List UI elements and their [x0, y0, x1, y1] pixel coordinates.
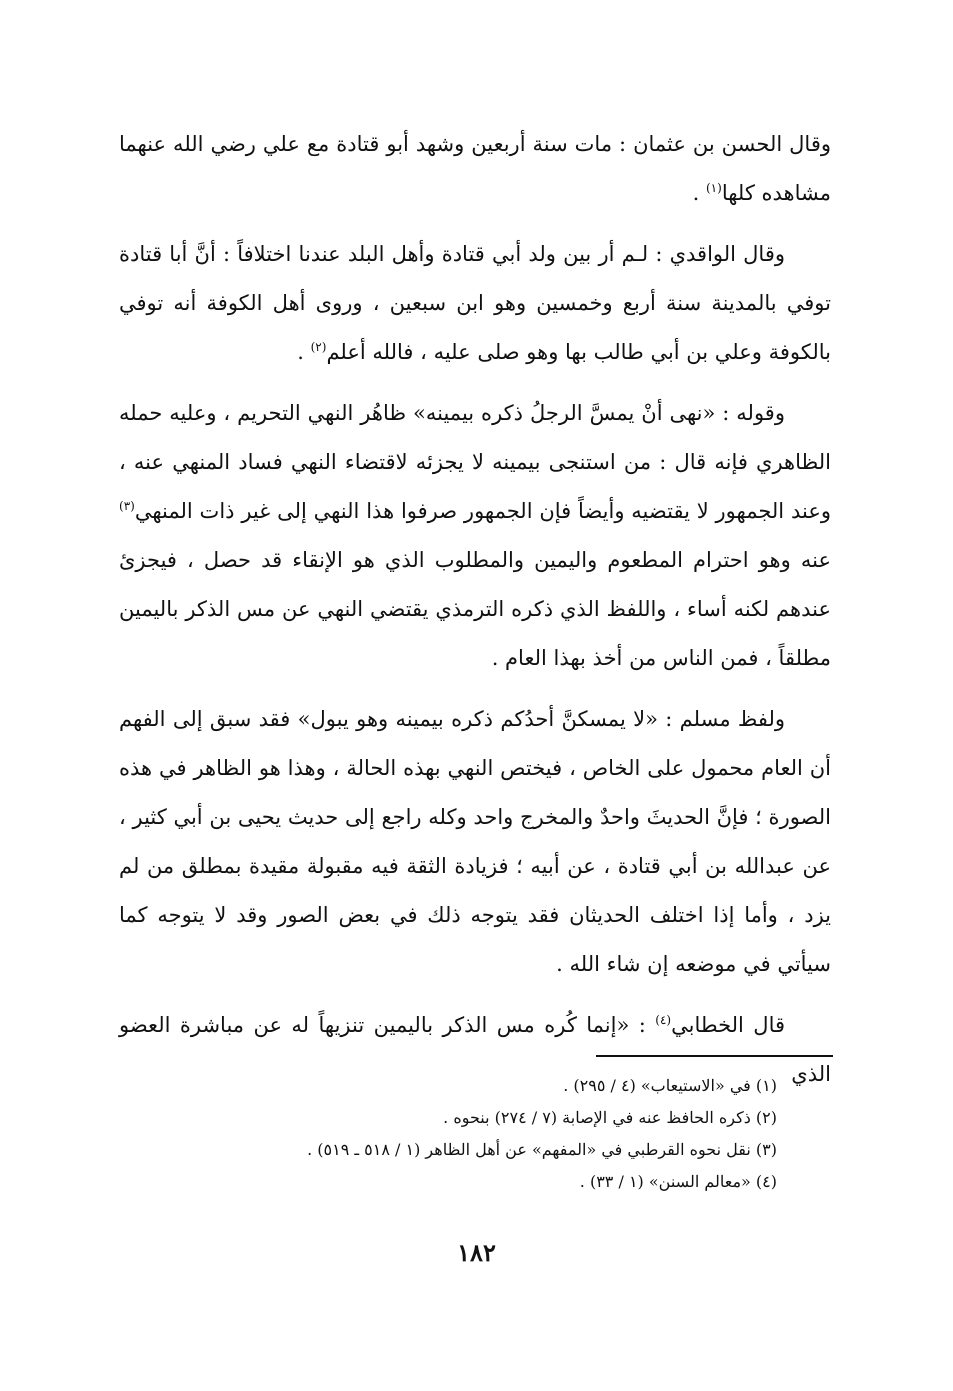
footnote-3: (٣) نقل نحوه القرطبي في «المفهم» عن أهل الظاهر (١ / ٥١٨ ـ ٥١٩) .: [307, 1140, 777, 1159]
page-number: ١٨٢: [457, 1238, 496, 1267]
footnotes: [117, 1070, 777, 1198]
paragraph-4: ولفظ مسلم : «لا يمسكنَّ أحدُكم ذكره بيمينه وهو يبول» فقد سبق إلى الفهم أن العام محمول على الخاص ، فيختص النهي بهذه الحالة ، وهذا هو الظاهر في هذه الصورة ؛ فإنَّ الحديثَ واحدٌ والمخرج واحد وكله راجع إلى حديث يحيى بن أبي كثير ، عن عبدالله بن أبي قتادة ، عن أبيه ؛ فزيادة الثقة فيه مقبولة مقيدة بمطلق من لم يزد ، وأما إذا اختلف الحديثان فقد يتوجه ذلك في بعض الصور وقد لا يتوجه كما سيأتي في موضعه إن شاء الله .: [119, 707, 831, 976]
paragraph-2: وقال الواقدي : لـم أر بين ولد أبي قتادة وأهل البلد عندنا اختلافاً : أنَّ أبا قتادة توفي بالمدينة سنة أربع وخمسين وهو ابن سبعين ، وروى أهل الكوفة أنه توفي بالكوفة وعلي بن أبي طالب بها وهو صلى عليه ، فالله أعلم$^{(٢)}$ .: [119, 242, 831, 364]
footnote-1: (١) في «الاستيعاب» (٤ / ٢٩٥) .: [563, 1076, 777, 1095]
footnote-separator: [596, 1055, 833, 1057]
paragraph-5: قال الخطابي$^{(٤)}$ : «إنما كُره مس الذكر باليمين تنزيهاً له عن مباشرة العضو الذي: [119, 1013, 831, 1086]
footnote-ref-4: (٤): [655, 1013, 672, 1027]
footnote-ref-3: (٣): [119, 499, 135, 513]
footnote-ref-2: (٢): [310, 340, 327, 354]
footnote-4: (٤) «معالم السنن» (١ / ٣٣) .: [579, 1172, 777, 1191]
footnote-2: (٢) ذكره الحافظ عنه في الإصابة (٧ / ٢٧٤) بنحوه .: [443, 1108, 777, 1127]
footnote-ref-1: (١): [705, 181, 722, 195]
paragraph-1: وقال الحسن بن عثمان : مات سنة أربعين وشهد أبو قتادة مع علي رضي الله عنهما مشاهده كلها$^{(١)}$ .: [119, 132, 831, 205]
main-text: [119, 120, 831, 1111]
paragraph-3: وقوله : «نهى أنْ يمسَّ الرجلُ ذكره بيمينه» ظاهُر النهي التحريم ، وعليه حمله الظاهري فإنه قال : من استنجى بيمينه لا يجزئه لاقتضاء النهي فساد المنهي عنه ، وعند الجمهور لا يقتضيه وأيضاً فإن الجمهور صرفوا هذا النهي إلى غير ذات المنهي$^{(٣)}$ عنه وهو احترام المطعوم واليمين والمطلوب الذي هو الإنقاء قد حصل ، فيجزئ عندهم لكنه أساء ، واللفظ الذي ذكره الترمذي يقتضي النهي عن مس الذكر باليمين مطلقاً ، فمن الناس من أخذ بهذا العام .: [119, 401, 831, 670]
